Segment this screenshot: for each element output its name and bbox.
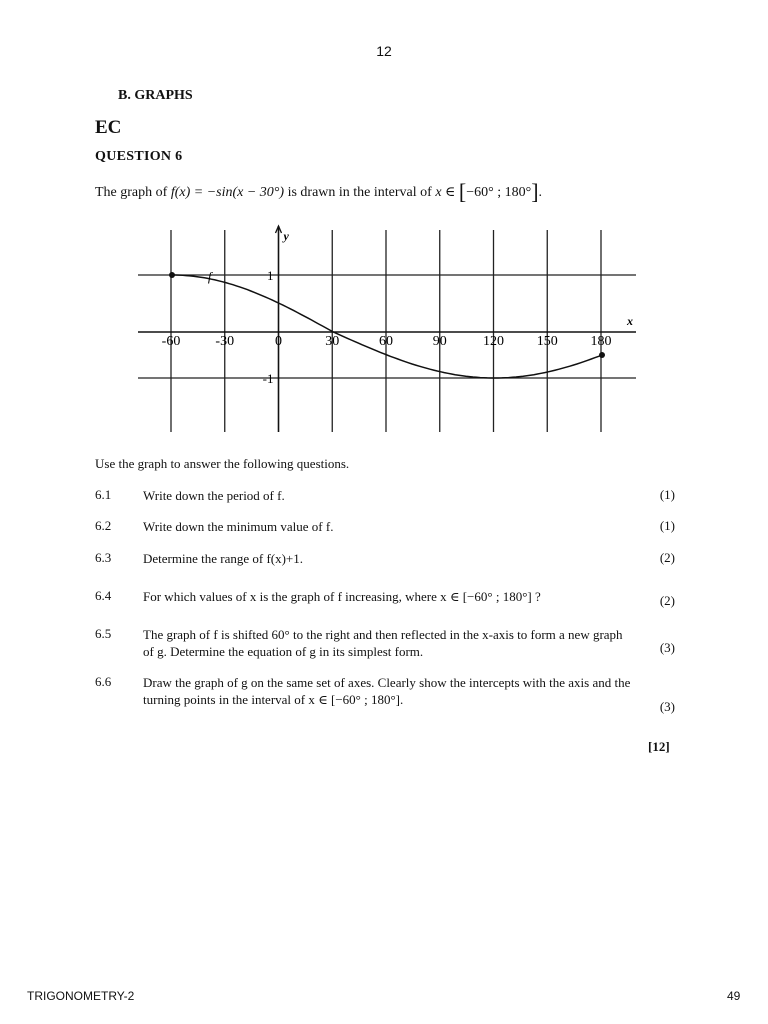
question-number: 6.1 [95,487,112,502]
curve-endpoint [169,272,175,278]
question-text: Draw the graph of g on the same set of axes. Clearly show the intercepts with the axis and the turning points in the interval of x ∈ [−60° ; 180°]. [143,675,631,707]
ec-label: EC [95,117,122,138]
series-label: f [207,269,212,284]
question-marks: (2) [659,550,675,565]
question-marks: (1) [659,518,675,533]
question-marks: (1) [659,487,675,502]
x-tick-label: 90 [432,334,447,349]
curve-endpoint [599,352,605,358]
x-tick-label: 0 [275,334,282,349]
x-tick-label: 120 [483,334,504,349]
intro-suffix: . [538,185,543,200]
x-axis-label: x [627,314,633,328]
x-tick-label: 180 [590,334,612,349]
question-marks: (3) [659,699,675,714]
question-number: 6.5 [95,626,112,641]
question-text: For which values of x is the graph of f increasing, where x ∈ [−60° ; 180°] ? [143,589,541,604]
question-marks: (2) [659,593,675,608]
total-marks: [12] [648,739,670,754]
y-tick-label: -1 [262,371,274,386]
page-number: 12 [376,43,392,59]
intro-prefix: The graph of [95,185,171,200]
x-tick-label: -30 [215,334,235,349]
function-expression: f(x) = −sin(x − 30°) [170,185,285,200]
x-tick-label: 60 [379,334,393,349]
interval-values: −60° ; 180° [466,185,532,200]
question-text: Write down the period of f. [143,488,285,503]
function-graph [130,218,650,438]
x-tick-label: 150 [536,334,558,349]
question-marks: (3) [659,640,675,655]
footer-title: TRIGONOMETRY-2 [27,989,135,1003]
question-number: 6.3 [95,550,112,565]
series-curve [172,275,602,378]
question-text: Write down the minimum value of f. [143,519,334,534]
x-tick-label: 30 [325,334,340,349]
section-title: B. GRAPHS [118,88,193,103]
question-number: 6.4 [95,588,112,603]
question-intro [95,179,543,204]
question-title: QUESTION 6 [95,149,183,164]
question-number: 6.6 [95,674,112,689]
footer-page-number: 49 [727,989,741,1003]
y-tick-label: 1 [267,268,274,283]
questions-intro: Use the graph to answer the following questions. [95,456,350,471]
left-bracket-icon: [ [458,179,467,204]
right-bracket-icon: ] [531,179,539,204]
intro-middle: is drawn in the interval of [284,185,436,200]
y-axis-label: y [283,229,289,243]
question-text: Determine the range of f(x)+1. [143,551,304,566]
interval-variable: x ∈ [435,185,459,200]
question-number: 6.2 [95,518,112,533]
x-tick-label: -60 [161,334,181,349]
question-text: The graph of f is shifted 60° to the right and then reflected in the x-axis to form a new graph of g. Determine the equation of g in its simplest form. [143,627,623,659]
